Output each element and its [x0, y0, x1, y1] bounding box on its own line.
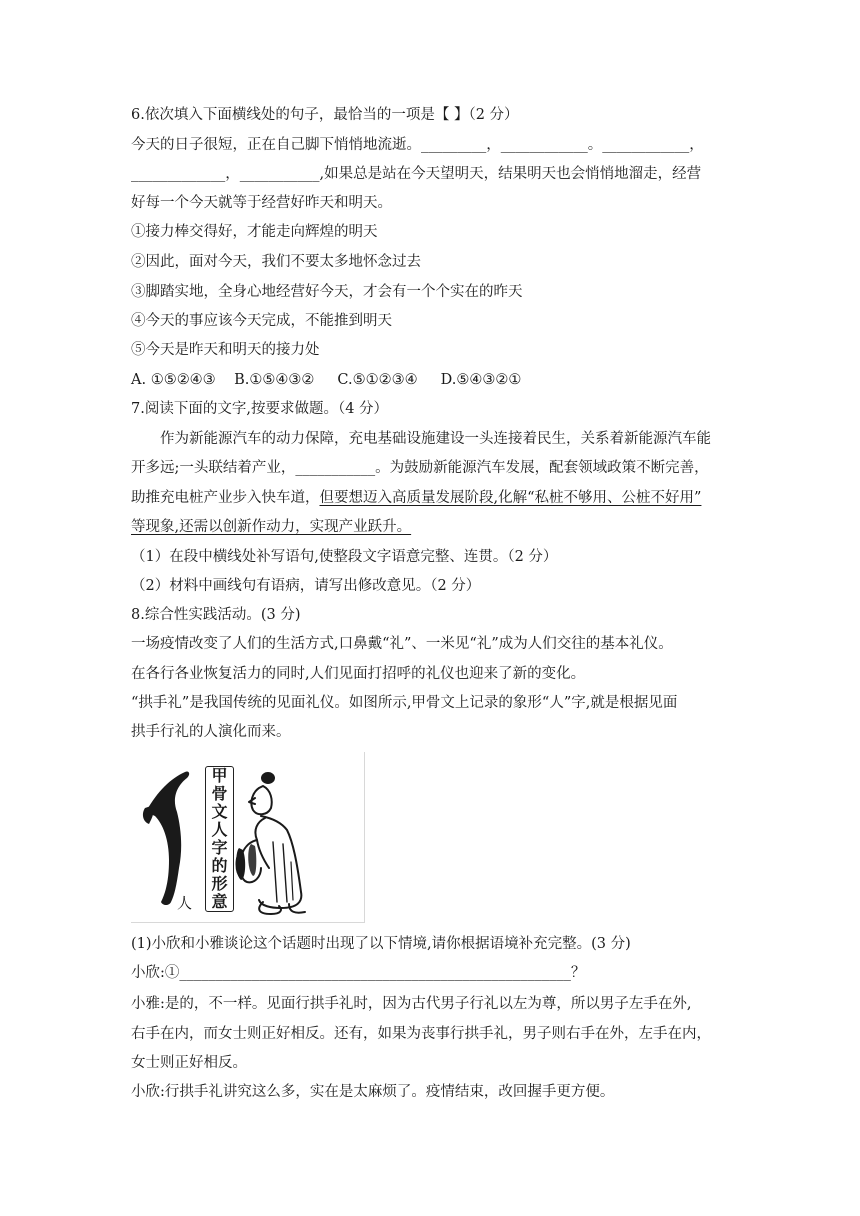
q7-paragraph-line-1: 作为新能源汽车的动力保障，充电基础设施建设一头连接着民生，关系着新能源汽车能: [160, 431, 711, 447]
q8-subquestion-1: (1)小欣和小雅谈论这个话题时出现了以下情境,请你根据语境补充完整。(3 分): [131, 936, 631, 952]
dialog-line-5: 小欣:行拱手礼讲究这么多，实在是太麻烦了。疫情结束，改回握手更方便。: [131, 1084, 615, 1100]
q7-underlined-sentence-part-2: 等现象,还需以创新作动力，实现产业跃升。: [131, 519, 412, 535]
q6-passage-line-3: 好每一个今天就等于经营好昨天和明天。: [131, 195, 392, 211]
dialog-line-3: 右手在内，而女士则正好相反。还有，如果为丧事行拱手礼，男子则右手在外，左手在内，: [131, 1026, 711, 1042]
q6-passage-line-2: _____________，___________,如果总是站在今天望明天，结果明天也会悄悄地溜走，经营: [131, 166, 702, 182]
dialog-line-1: 小欣:①______________________________________________________？: [131, 965, 586, 981]
q8-intro-line-2: 在各行各业恢复活力的同时,人们见面打招呼的礼仪也迎来了新的变化。: [131, 666, 586, 682]
q7-subquestion-2: （2）材料中画线句有语病，请写出修改意见。（2 分）: [131, 578, 481, 594]
q7-paragraph-line-4: [131, 517, 731, 537]
q6-option-5: ⑤今天是昨天和明天的接力处: [131, 342, 320, 358]
q6-option-1: ①接力棒交得好，才能走向辉煌的明天: [131, 224, 378, 240]
q8-intro-line-3: “拱手礼”是我国传统的见面礼仪。如图所示,甲骨文上记录的象形“人”字,就是根据见面: [131, 695, 678, 711]
label-char: 形: [211, 874, 228, 893]
dialog-line-4: 女士则正好相反。: [131, 1055, 247, 1071]
label-char: 人: [211, 820, 228, 839]
oracle-bone-illustration: [131, 752, 364, 922]
q6-answer-choices: A. ①⑤②④③ B.①⑤④③② C.⑤①②③④ D.⑤④③②①: [131, 372, 522, 388]
dialog-line-2: 小雅:是的，不一样。见面行拱手礼时，因为古代男子行礼以左为尊，所以男子左手在外,: [131, 996, 692, 1012]
label-char: 的: [211, 856, 228, 875]
vertical-title-label: [205, 766, 234, 912]
label-char: 字: [211, 838, 228, 857]
q7-paragraph-line-3: [131, 488, 731, 508]
q6-passage-line-1: 今天的日子很短，正在自己脚下悄悄地流逝。_________，____________。____________，: [131, 137, 704, 153]
q6-stem: 6.依次填入下面横线处的句子，最恰当的一项是【 】（2 分）: [131, 107, 519, 123]
q7-paragraph-plain: 助推充电桩产业步入快车道，: [131, 490, 320, 506]
q8-intro-line-1: 一场疫情改变了人们的生活方式,口鼻戴“礼”、一米见“礼”成为人们交往的基本礼仪。: [131, 636, 673, 652]
q6-option-3: ③脚踏实地，全身心地经营好今天，才会有一个个实在的昨天: [131, 284, 523, 300]
q6-option-2: ②因此，面对今天，我们不要太多地怀念过去: [131, 254, 421, 270]
q8-intro-line-4: 拱手行礼的人演化而来。: [131, 724, 291, 740]
q8-stem: 8.综合性实践活动。(3 分): [131, 607, 301, 623]
q7-stem: 7.阅读下面的文字,按要求做题。（4 分）: [131, 401, 389, 417]
q7-subquestion-1: （1）在段中横线处补写语句,使整段文字语意完整、连贯。（2 分）: [131, 549, 558, 565]
label-char: 甲: [211, 766, 228, 785]
q7-paragraph-line-2: 开多远;一头联结着产业，___________。为鼓励新能源汽车发展，配套领域政策不断完善，: [131, 460, 709, 476]
label-char: 骨: [211, 784, 228, 803]
label-char: 文: [211, 802, 228, 821]
label-char: 意: [211, 892, 228, 911]
q6-option-4: ④今天的事应该今天完成，不能推到明天: [131, 313, 392, 329]
oracle-bone-ren-figure: [131, 752, 365, 923]
q7-underlined-sentence-part-1: 但要想迈入高质量发展阶段,化解“私桩不够用、公桩不好用”: [319, 490, 702, 506]
modern-ren-character: 人: [177, 894, 193, 912]
